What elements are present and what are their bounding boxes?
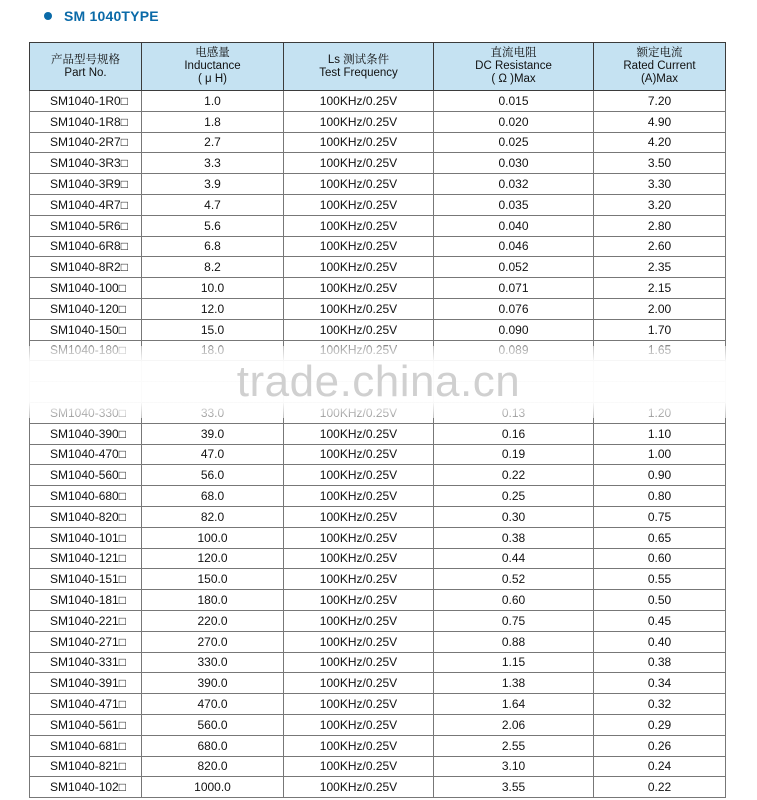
table-row [30,423,726,444]
part-no-cell: SM1040-820□ [30,506,142,527]
part-no-cell: SM1040-4R7□ [30,194,142,215]
part-no-cell: SM1040-471□ [30,694,142,715]
table-row [30,465,726,486]
table-row [30,590,726,611]
test-frequency-cell: 100KHz/0.25V [284,215,434,236]
inductance-cell: 68.0 [142,486,284,507]
rated-current-cell: 0.40 [594,631,726,652]
table-row [30,735,726,756]
rated-current-cell: 0.65 [594,527,726,548]
table-row [30,631,726,652]
table-row [30,756,726,777]
table-row [30,236,726,257]
test-frequency-cell: 100KHz/0.25V [284,590,434,611]
part-no-cell: SM1040-391□ [30,673,142,694]
test-frequency-cell: 100KHz/0.25V [284,298,434,319]
test-frequency-cell: 100KHz/0.25V [284,111,434,132]
test-frequency-cell: 100KHz/0.25V [284,735,434,756]
rated-current-cell: 1.10 [594,423,726,444]
dc-resistance-cell: 0.015 [434,91,594,112]
dc-resistance-cell: 0.44 [434,548,594,569]
test-frequency-cell: 100KHz/0.25V [284,236,434,257]
dc-resistance-cell: 0.035 [434,194,594,215]
rated-current-cell: 0.90 [594,465,726,486]
test-frequency-cell: 100KHz/0.25V [284,527,434,548]
inductance-cell: 680.0 [142,735,284,756]
test-frequency-cell: 100KHz/0.25V [284,465,434,486]
rated-current-cell: 0.55 [594,569,726,590]
header-part-no [30,43,142,91]
rated-current-cell: 7.20 [594,91,726,112]
test-frequency-cell: 100KHz/0.25V [284,673,434,694]
rated-current-cell: 0.29 [594,714,726,735]
part-no-cell: SM1040-8R2□ [30,257,142,278]
rated-current-cell: 2.15 [594,278,726,299]
header-unit-label: ( Ω )Max [491,73,536,85]
inductance-cell: 220.0 [142,610,284,631]
part-no-cell: SM1040-100□ [30,278,142,299]
test-frequency-cell: 100KHz/0.25V [284,486,434,507]
part-no-cell: SM1040-101□ [30,527,142,548]
part-no-cell: SM1040-221□ [30,610,142,631]
inductance-cell: 820.0 [142,756,284,777]
inductance-cell: 100.0 [142,527,284,548]
inductance-cell: 3.3 [142,153,284,174]
header-cn-label: 产品型号规格 [51,53,120,66]
inductance-cell: 1.8 [142,111,284,132]
dc-resistance-cell: 1.15 [434,652,594,673]
part-no-cell: SM1040-681□ [30,735,142,756]
part-no-cell: SM1040-1R8□ [30,111,142,132]
rated-current-cell: 4.90 [594,111,726,132]
part-no-cell: SM1040-2R7□ [30,132,142,153]
test-frequency-cell: 100KHz/0.25V [284,423,434,444]
test-frequency-cell: 100KHz/0.25V [284,153,434,174]
dc-resistance-cell: 0.040 [434,215,594,236]
table-row [30,298,726,319]
header-cn-label: 额定电流 [636,47,683,59]
header-en-label: Inductance [184,60,241,72]
header-inductance [142,43,284,91]
rated-current-cell: 0.80 [594,486,726,507]
test-frequency-cell: 100KHz/0.25V [284,569,434,590]
part-no-cell: SM1040-680□ [30,486,142,507]
rated-current-cell: 2.80 [594,215,726,236]
rated-current-cell: 0.75 [594,506,726,527]
test-frequency-cell: 100KHz/0.25V [284,132,434,153]
dc-resistance-cell: 0.52 [434,569,594,590]
table-row [30,694,726,715]
table-row [30,714,726,735]
part-no-cell: SM1040-470□ [30,444,142,465]
page-title: SM 1040TYPE [64,8,159,24]
inductance-cell: 4.7 [142,194,284,215]
header-en-label: Test Frequency [319,66,398,79]
dc-resistance-cell: 3.55 [434,777,594,798]
table-row [30,215,726,236]
dc-resistance-cell: 0.19 [434,444,594,465]
rated-current-cell: 3.20 [594,194,726,215]
table-row [30,132,726,153]
header-dc-resistance [434,43,594,91]
dc-resistance-cell: 0.032 [434,174,594,195]
dc-resistance-cell: 0.22 [434,465,594,486]
inductance-cell: 270.0 [142,631,284,652]
inductance-cell: 6.8 [142,236,284,257]
table-row [30,486,726,507]
inductance-cell: 120.0 [142,548,284,569]
part-no-cell: SM1040-181□ [30,590,142,611]
part-no-cell: SM1040-1R0□ [30,91,142,112]
rated-current-cell: 1.70 [594,319,726,340]
inductance-cell: 180.0 [142,590,284,611]
rated-current-cell: 0.26 [594,735,726,756]
dc-resistance-cell: 0.030 [434,153,594,174]
table-row [30,610,726,631]
inductance-cell: 470.0 [142,694,284,715]
rated-current-cell: 3.50 [594,153,726,174]
table-row [30,278,726,299]
inductance-cell: 1.0 [142,91,284,112]
test-frequency-cell: 100KHz/0.25V [284,278,434,299]
test-frequency-cell: 100KHz/0.25V [284,652,434,673]
rated-current-cell: 1.00 [594,444,726,465]
inductance-cell: 15.0 [142,319,284,340]
part-no-cell: SM1040-3R9□ [30,174,142,195]
rated-current-cell: 0.32 [594,694,726,715]
inductance-cell: 82.0 [142,506,284,527]
dc-resistance-cell: 2.06 [434,714,594,735]
table-row [30,444,726,465]
watermark-text: trade.china.cn [236,357,521,406]
header-en-label: Part No. [64,66,107,79]
dc-resistance-cell: 0.16 [434,423,594,444]
dc-resistance-cell: 0.025 [434,132,594,153]
part-no-cell: SM1040-120□ [30,298,142,319]
dc-resistance-cell: 3.10 [434,756,594,777]
rated-current-cell: 4.20 [594,132,726,153]
inductance-cell: 39.0 [142,423,284,444]
table-row [30,527,726,548]
inductance-cell: 5.6 [142,215,284,236]
part-no-cell: SM1040-5R6□ [30,215,142,236]
header-unit-label: (A)Max [640,73,679,85]
header-en-label: Rated Current [623,60,696,72]
test-frequency-cell: 100KHz/0.25V [284,777,434,798]
dc-resistance-cell: 0.75 [434,610,594,631]
test-frequency-cell: 100KHz/0.25V [284,194,434,215]
dc-resistance-cell: 0.38 [434,527,594,548]
table-row [30,569,726,590]
header-test-frequency [284,43,434,91]
part-no-cell: SM1040-331□ [30,652,142,673]
dc-resistance-cell: 2.55 [434,735,594,756]
part-no-cell: SM1040-102□ [30,777,142,798]
rated-current-cell: 0.45 [594,610,726,631]
part-no-cell: SM1040-150□ [30,319,142,340]
test-frequency-cell: 100KHz/0.25V [284,91,434,112]
table-row [30,777,726,798]
dc-resistance-cell: 0.071 [434,278,594,299]
header-cn-label: 电感量 [195,47,230,59]
spec-table [29,42,726,798]
dc-resistance-cell: 0.88 [434,631,594,652]
dc-resistance-cell: 0.090 [434,319,594,340]
part-no-cell: SM1040-6R8□ [30,236,142,257]
part-no-cell: SM1040-821□ [30,756,142,777]
part-no-cell: SM1040-151□ [30,569,142,590]
test-frequency-cell: 100KHz/0.25V [284,548,434,569]
watermark-overlay [0,346,757,418]
inductance-cell: 1000.0 [142,777,284,798]
header-rated-current [594,43,726,91]
table-row [30,194,726,215]
inductance-cell: 8.2 [142,257,284,278]
rated-current-cell: 2.60 [594,236,726,257]
table-row [30,174,726,195]
test-frequency-cell: 100KHz/0.25V [284,319,434,340]
header-en-label: DC Resistance [475,60,552,72]
test-frequency-cell: 100KHz/0.25V [284,610,434,631]
test-frequency-cell: 100KHz/0.25V [284,174,434,195]
rated-current-cell: 0.34 [594,673,726,694]
inductance-cell: 56.0 [142,465,284,486]
dc-resistance-cell: 0.020 [434,111,594,132]
inductance-cell: 47.0 [142,444,284,465]
rated-current-cell: 2.00 [594,298,726,319]
dc-resistance-cell: 0.25 [434,486,594,507]
rated-current-cell: 2.35 [594,257,726,278]
part-no-cell: SM1040-121□ [30,548,142,569]
table-row [30,506,726,527]
test-frequency-cell: 100KHz/0.25V [284,257,434,278]
header-cn-label: Ls 测试条件 [327,53,390,66]
inductance-cell: 3.9 [142,174,284,195]
table-row [30,111,726,132]
test-frequency-cell: 100KHz/0.25V [284,444,434,465]
table-row [30,319,726,340]
table-row [30,652,726,673]
part-no-cell: SM1040-271□ [30,631,142,652]
table-row [30,153,726,174]
rated-current-cell: 0.24 [594,756,726,777]
test-frequency-cell: 100KHz/0.25V [284,506,434,527]
rated-current-cell: 0.50 [594,590,726,611]
title-row [44,6,159,26]
test-frequency-cell: 100KHz/0.25V [284,756,434,777]
dc-resistance-cell: 0.30 [434,506,594,527]
inductance-cell: 150.0 [142,569,284,590]
part-no-cell: SM1040-390□ [30,423,142,444]
part-no-cell: SM1040-561□ [30,714,142,735]
header-cn-label: 直流电阻 [490,47,537,59]
dc-resistance-cell: 0.046 [434,236,594,257]
rated-current-cell: 0.22 [594,777,726,798]
test-frequency-cell: 100KHz/0.25V [284,631,434,652]
table-row [30,673,726,694]
part-no-cell: SM1040-3R3□ [30,153,142,174]
inductance-cell: 330.0 [142,652,284,673]
rated-current-cell: 3.30 [594,174,726,195]
test-frequency-cell: 100KHz/0.25V [284,714,434,735]
inductance-cell: 10.0 [142,278,284,299]
inductance-cell: 560.0 [142,714,284,735]
header-unit-label: ( μ H) [198,73,227,85]
table-row [30,257,726,278]
dc-resistance-cell: 0.60 [434,590,594,611]
inductance-cell: 12.0 [142,298,284,319]
table-row [30,548,726,569]
dc-resistance-cell: 0.052 [434,257,594,278]
bullet-dot-icon [44,12,52,20]
rated-current-cell: 0.60 [594,548,726,569]
test-frequency-cell: 100KHz/0.25V [284,694,434,715]
dc-resistance-cell: 1.38 [434,673,594,694]
dc-resistance-cell: 1.64 [434,694,594,715]
dc-resistance-cell: 0.076 [434,298,594,319]
table-row [30,91,726,112]
table-header-row [30,43,726,91]
inductance-cell: 2.7 [142,132,284,153]
rated-current-cell: 0.38 [594,652,726,673]
inductance-cell: 390.0 [142,673,284,694]
part-no-cell: SM1040-560□ [30,465,142,486]
